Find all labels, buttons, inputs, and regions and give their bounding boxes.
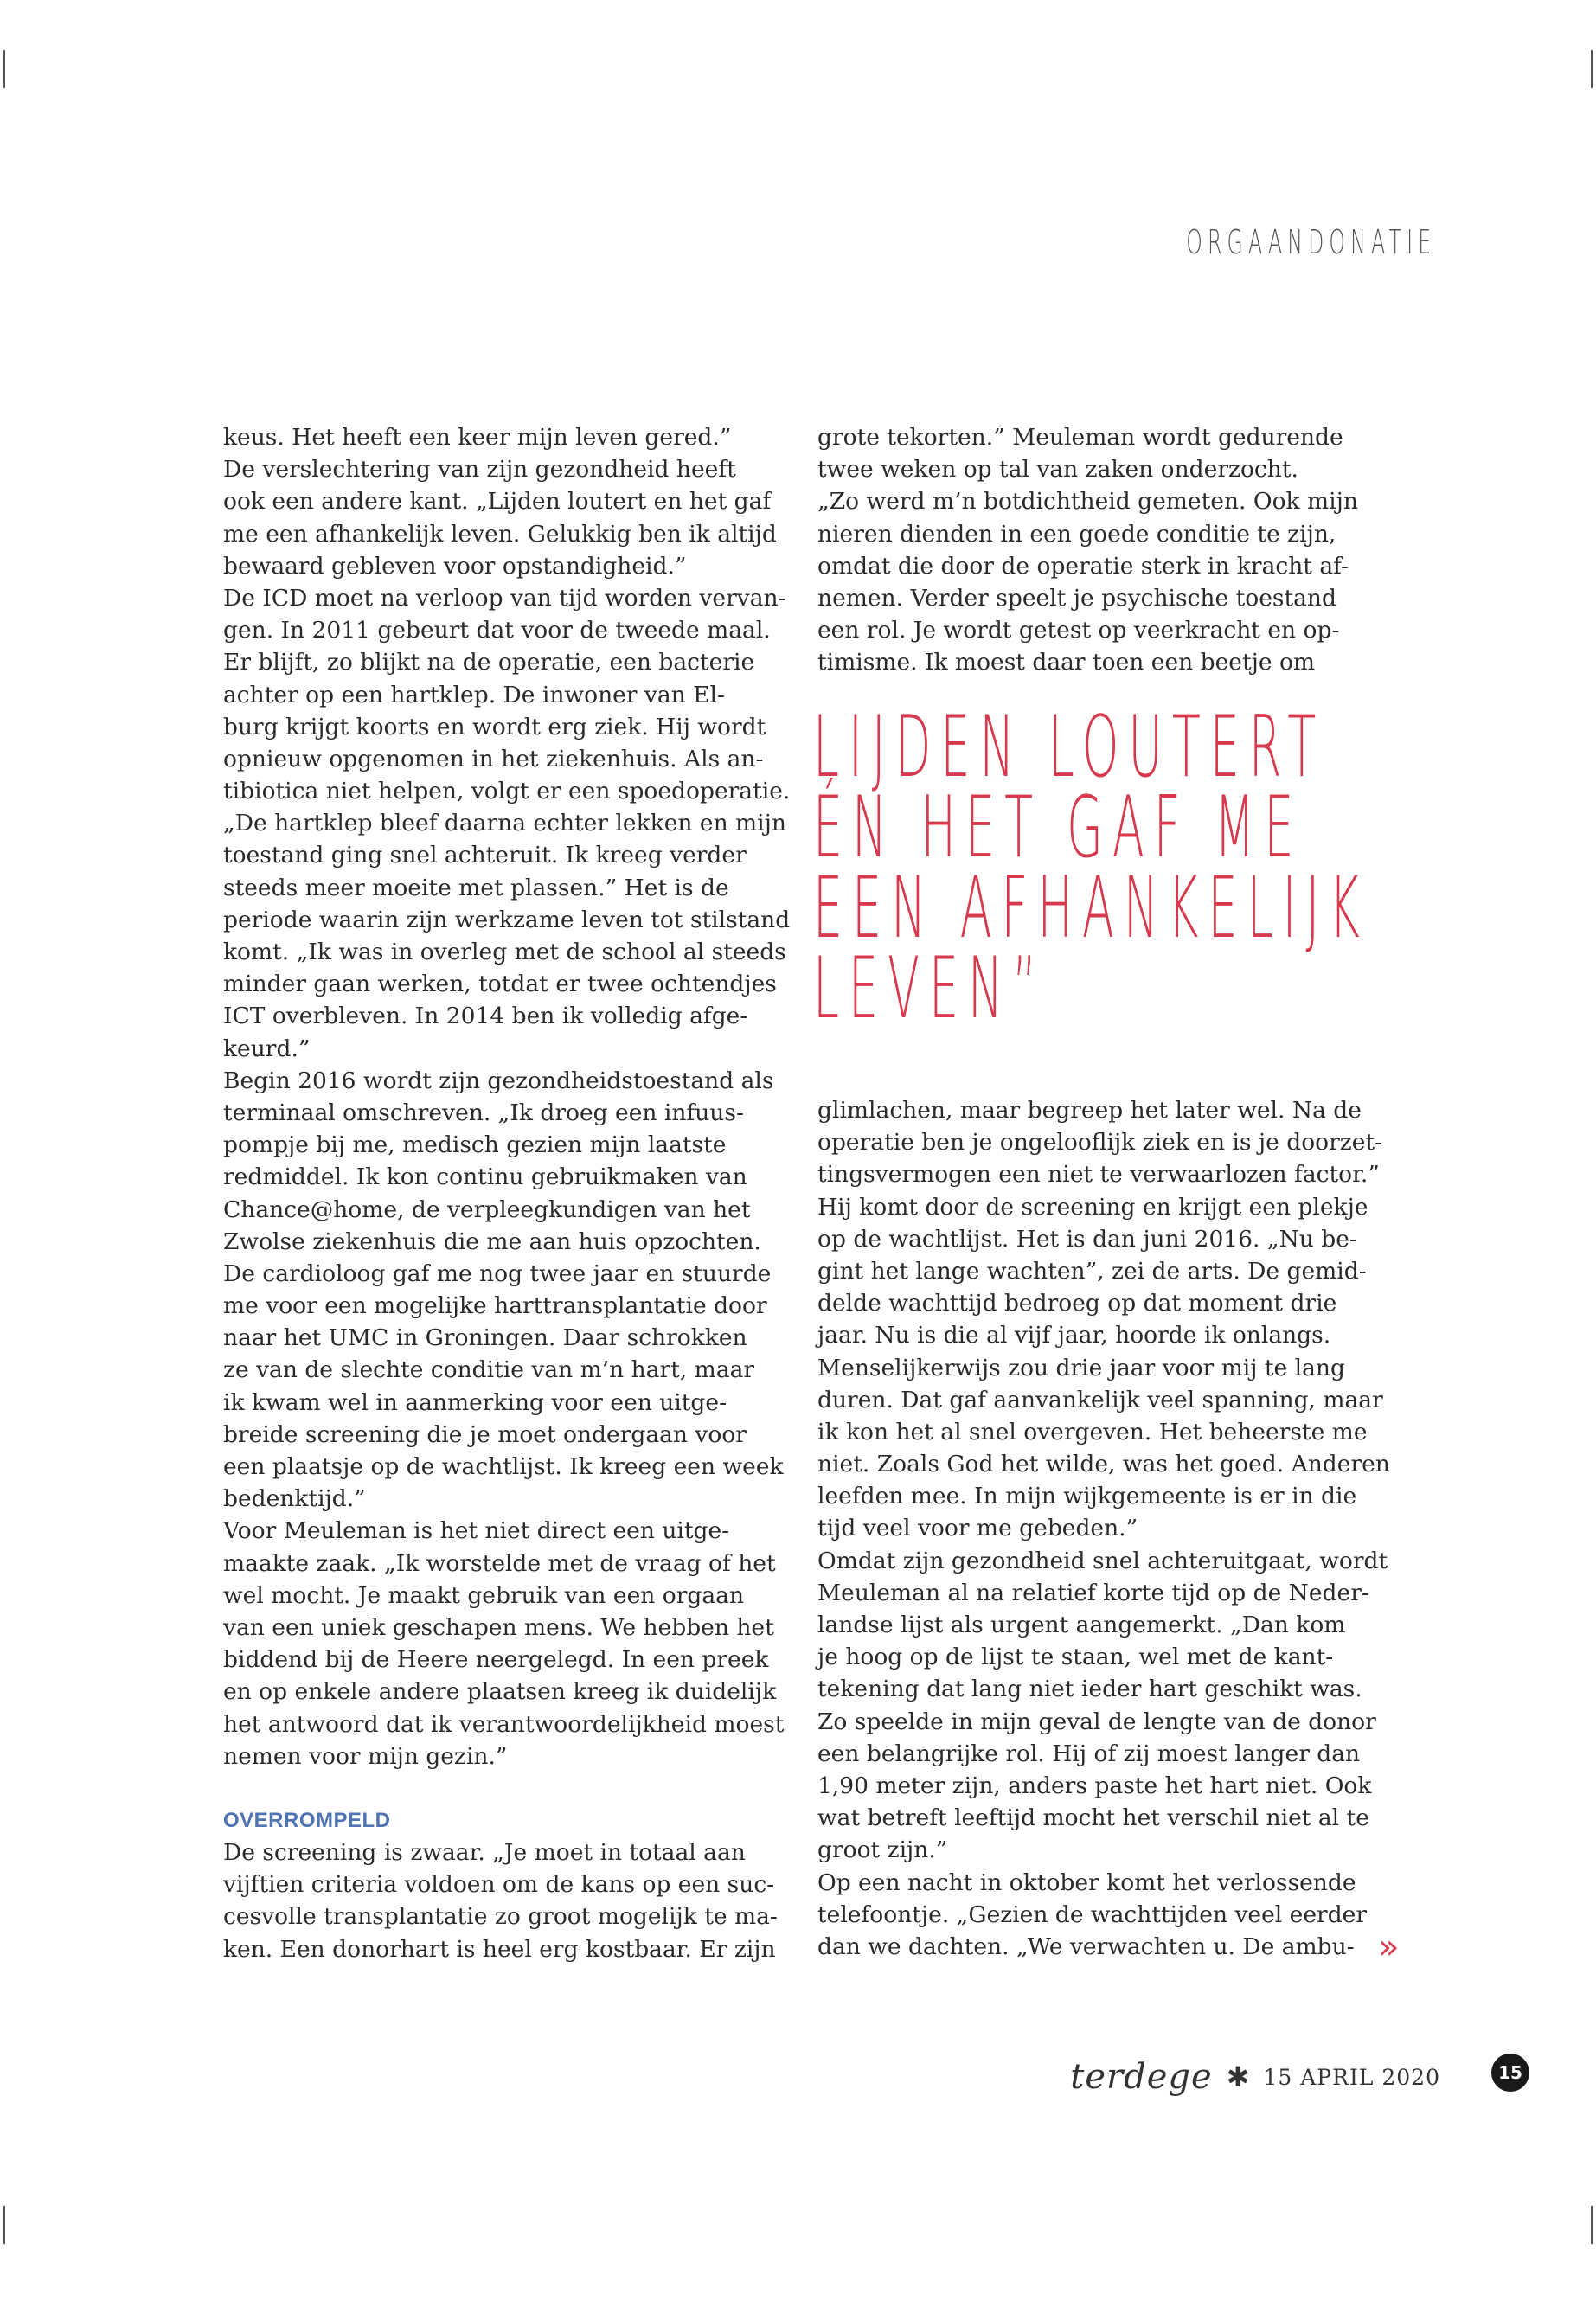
text-line: Begin 2016 wordt zijn gezondheidstoestand als <box>223 1067 774 1094</box>
text-line: leefden mee. In mijn wijkgemeente is er in die <box>817 1483 1357 1510</box>
text-line: timisme. Ik moest daar toen een beetje om <box>817 649 1316 676</box>
text-line: glimlachen, maar begreep het later wel. Na de <box>817 1097 1362 1124</box>
text-line: telefoontje. „Gezien de wachttijden veel eerder <box>817 1900 1368 1928</box>
text-line: achter op een hartklep. De inwoner van El- <box>223 681 725 708</box>
page-footer <box>1070 2057 1440 2097</box>
text-line: Zo speelde in mijn geval de lengte van de donor <box>817 1708 1376 1735</box>
text-line: tekening dat lang niet ieder hart geschikt was. <box>817 1676 1362 1703</box>
text-line: een belangrijke rol. Hij of zij moest langer dan <box>817 1740 1361 1767</box>
left-paragraphs <box>223 421 791 1772</box>
text-line: pompje bij me, medisch gezien mijn laatste <box>223 1131 727 1159</box>
text-line: operatie ben je ongelooflijk ziek en is je doorzet- <box>817 1129 1383 1157</box>
article-column-right-bottom <box>817 1094 1390 1963</box>
article-column-right-top <box>817 421 1380 679</box>
text-line: De ICD moet na verloop van tijd worden vervan- <box>223 584 786 612</box>
text-line: De cardioloog gaf me nog twee jaar en stuurde <box>223 1259 772 1287</box>
text-line: ICT overbleven. In 2014 ben ik volledig afge- <box>223 1003 748 1030</box>
text-line: toestand ging snel achteruit. Ik kreeg verder <box>223 842 747 869</box>
subheading: OVERROMPELD <box>223 1808 391 1832</box>
text-line: Hij komt door de screening en krijgt een plekje <box>817 1193 1368 1221</box>
text-line: nemen voor mijn gezin.” <box>223 1742 508 1770</box>
section-label: ORGAANDONATIE <box>1185 223 1436 261</box>
text-line: burg krijgt koorts en wordt erg ziek. Hij wordt <box>223 713 766 740</box>
text-line: jaar. Nu is die al vijf jaar, hoorde ik onlangs. <box>817 1322 1331 1349</box>
article-column-left <box>223 421 791 1965</box>
text-line: „De hartklep bleef daarna echter lekken en mijn <box>223 810 786 837</box>
text-line: ken. Een donorhart is heel erg kostbaar. Er zijn <box>223 1935 776 1963</box>
text-line: Op een nacht in oktober komt het verlossende <box>817 1868 1356 1896</box>
text-line: gint het lange wachten”, zei de arts. De gemid- <box>817 1257 1367 1285</box>
text-line: Menselijkerwijs zou drie jaar voor mij te lang <box>817 1354 1345 1381</box>
text-line: naar het UMC in Groningen. Daar schrokken <box>223 1324 747 1352</box>
text-line: keus. Het heeft een keer mijn leven gered.” <box>223 424 732 451</box>
text-line: dan we dachten. „We verwachten u. De ambu- <box>817 1932 1355 1960</box>
text-line: niet. Zoals God het wilde, was het goed. Anderen <box>817 1451 1390 1478</box>
text-line: komt. „Ik was in overleg met de school al steeds <box>223 939 786 965</box>
text-line: Zwolse ziekenhuis die me aan huis opzochten. <box>223 1227 761 1255</box>
pull-quote-line: LEVEN” <box>813 939 1047 1038</box>
text-line: tibiotica niet helpen, volgt er een spoedoperatie. <box>223 778 791 805</box>
text-line: groot zijn.” <box>817 1836 948 1864</box>
text-line: Voor Meuleman is het niet direct een uitge- <box>223 1517 730 1545</box>
text-line: vijftien criteria voldoen om de kans op een suc- <box>223 1871 775 1899</box>
text-line: opnieuw opgenomen in het ziekenhuis. Als an- <box>223 745 764 772</box>
text-line: ze van de slechte conditie van m’n hart, maar <box>223 1356 755 1384</box>
pull-quote-line: LIJDEN LOUTERT <box>813 698 1326 797</box>
text-line: ook een andere kant. „Lijden loutert en het gaf <box>223 488 772 516</box>
text-line: Omdat zijn gezondheid snel achteruitgaat, wordt <box>817 1547 1388 1574</box>
text-line: wat betreft leeftijd mocht het verschil niet al te <box>817 1804 1369 1832</box>
text-line: maakte zaak. „Ik worstelde met de vraag of het <box>223 1549 776 1577</box>
text-line: Meuleman al na relatief korte tijd op de Neder- <box>817 1579 1369 1606</box>
text-line: periode waarin zijn werkzame leven tot stilstand <box>223 906 791 933</box>
text-line: gen. In 2011 gebeurt dat voor de tweede maal. <box>223 617 771 644</box>
text-line: nieren dienden in een goede conditie te zijn, <box>817 520 1336 548</box>
text-line: en op enkele andere plaatsen kreeg ik duidelijk <box>223 1678 777 1706</box>
text-line: ik kon het al snel overgeven. Het beheerste me <box>817 1418 1368 1445</box>
text-line: bedenktijd.” <box>223 1485 366 1513</box>
text-line: me voor een mogelijke harttransplantatie door <box>223 1292 767 1320</box>
left-paragraphs-continued <box>223 1836 785 1965</box>
text-line: wel mocht. Je maakt gebruik van een orgaan <box>223 1581 745 1609</box>
crop-mark-bottom-right <box>1591 2206 1593 2244</box>
text-line: Chance@home, de verpleegkundigen van het <box>223 1195 751 1223</box>
crop-mark-top-left <box>3 50 5 88</box>
text-line: redmiddel. Ik kon continu gebruikmaken van <box>223 1163 747 1191</box>
text-line: tingsvermogen een niet te verwaarlozen factor.” <box>817 1161 1380 1189</box>
text-line: duren. Dat gaf aanvankelijk veel spanning, maar <box>817 1386 1383 1413</box>
text-line: ik kwam wel in aanmerking voor een uitge- <box>223 1388 727 1416</box>
text-line: biddend bij de Heere neergelegd. In een preek <box>223 1646 769 1674</box>
continue-arrow-icon: » <box>1378 1927 1400 1967</box>
text-line: bewaard gebleven voor opstandigheid.” <box>223 552 687 580</box>
text-line: twee weken op tal van zaken onderzocht. <box>817 456 1298 484</box>
text-line: delde wachttijd bedroeg op dat moment drie <box>817 1290 1337 1317</box>
text-line: De screening is zwaar. „Je moet in totaal aan <box>223 1839 746 1867</box>
text-line: me een afhankelijk leven. Gelukkig ben ik altijd <box>223 520 777 548</box>
text-line: van een uniek geschapen mens. We hebben het <box>223 1613 774 1641</box>
crop-mark-top-right <box>1591 50 1593 88</box>
text-line: een rol. Je wordt getest op veerkracht en op- <box>817 617 1340 644</box>
text-line: landse lijst als urgent aangemerkt. „Dan kom <box>817 1612 1346 1638</box>
text-line: nemen. Verder speelt je psychische toestand <box>817 584 1336 612</box>
text-line: steeds meer moeite met plassen.” Het is de <box>223 874 729 901</box>
text-line: cesvolle transplantatie zo groot mogelijk te ma- <box>223 1903 778 1931</box>
magazine-logo: terdege <box>1070 2057 1213 2097</box>
text-line: breide screening die je moet ondergaan voor <box>223 1420 747 1448</box>
issue-date: 15 APRIL 2020 <box>1263 2064 1440 2090</box>
text-line: een plaatsje op de wachtlijst. Ik kreeg een week <box>223 1453 784 1480</box>
crop-mark-bottom-left <box>3 2206 5 2244</box>
text-line: op de wachtlijst. Het is dan juni 2016. „Nu be- <box>817 1225 1357 1253</box>
text-line: 1,90 meter zijn, anders paste het hart niet. Ook <box>817 1772 1372 1799</box>
text-line: Er blijft, zo blijkt na de operatie, een bacterie <box>223 649 755 676</box>
text-line: De verslechtering van zijn gezondheid heeft <box>223 456 736 484</box>
page-number: 15 <box>1491 2054 1529 2092</box>
text-line: keurd.” <box>223 1035 311 1062</box>
pull-quote-line: EEN AFHANKELIJK <box>813 859 1369 958</box>
pull-quote <box>813 698 1419 1038</box>
text-line: „Zo werd m’n botdichtheid gemeten. Ook mijn <box>817 488 1358 516</box>
pull-quote-line: ÉN HET GAF ME <box>813 779 1304 877</box>
asterisk-icon: ✱ <box>1226 2061 1250 2093</box>
text-line: het antwoord dat ik verantwoordelijkheid moest <box>223 1710 785 1738</box>
text-line: grote tekorten.” Meuleman wordt gedurende <box>817 424 1343 451</box>
text-line: terminaal omschreven. „Ik droeg een infuus- <box>223 1099 744 1126</box>
text-line: tijd veel voor me gebeden.” <box>817 1515 1138 1542</box>
text-line: minder gaan werken, totdat er twee ochtendjes <box>223 971 777 998</box>
text-line: omdat die door de operatie sterk in kracht af- <box>817 552 1349 580</box>
text-line: je hoog op de lijst te staan, wel met de kant- <box>817 1644 1334 1671</box>
